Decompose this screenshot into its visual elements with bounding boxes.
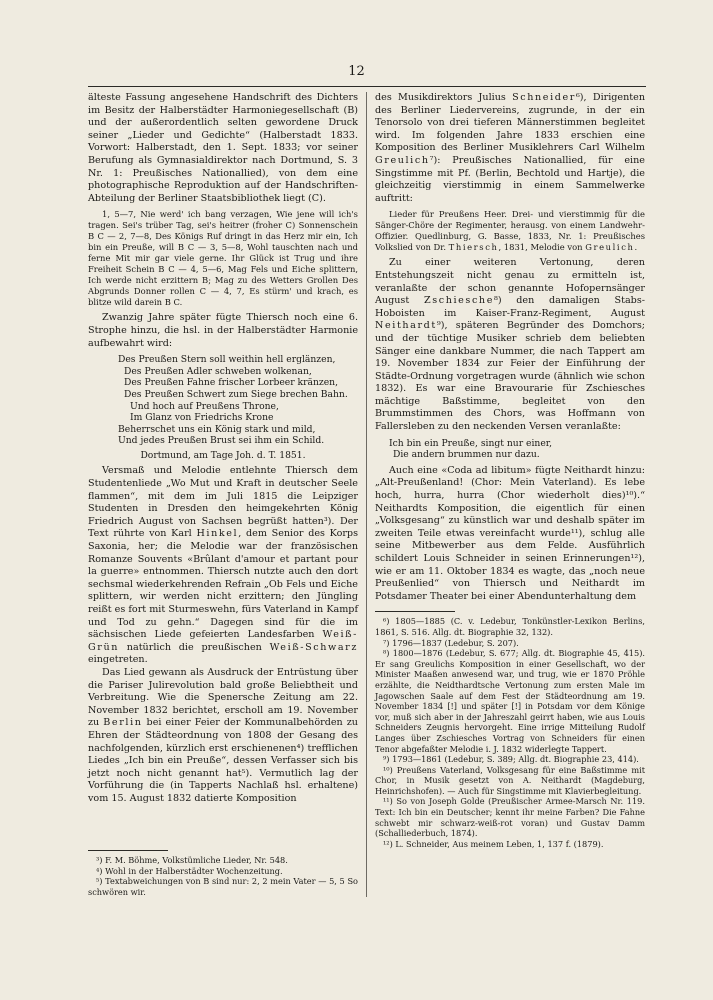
spaced-name: Neithardt xyxy=(375,320,437,332)
quoted-verse xyxy=(389,438,645,461)
spaced-name: Thiersch xyxy=(448,242,499,253)
verse-line: Des Preußen Adler schweben wolkenan, xyxy=(124,365,312,377)
paragraph: Versmaß und Melodie entlehnte Thiersch dem Studentenliede „Wo Mut und Kraft in deutscher Seele flammen“, mit dem im Juli 1815 die Leipziger Studenten in Dresden den heimgekehrten König Friedrich August von Sachsen begrüßt hatten³). Der Text rührte von Karl Hinkel, dem Senior des Korps Saxonia, her; die Melodie war der französischen Romanze Souvents «Brûlant d'amour et partant pour la guerre» entnommen. Thiersch nutzte auch den dort sechsmal wiederkehrenden Refrain „Ob Fels und Eiche splittern, wir werden nicht erzittern; den Jüngling reißt es fort mit Sturmeswehn, fürs Vaterland in Kampf und Tod zu gehn.“ Dagegen sind für die im sächsischen Liede gefeierten Landesfarben Weiß-Grün natürlich die preußischen Weiß-Schwarz eingetreten. xyxy=(88,465,358,666)
footnote: ⁶) 1805—1885 (C. v. Ledebur, Tonkünstler-Lexikon Berlins, 1861, S. 516. Allg. dt. Biographie 32, 132). xyxy=(375,616,645,637)
spaced-name: Hinkel xyxy=(196,528,239,540)
variant-readings: 1, 5—7, Nie werd' ich bang verzagen, Wie jene will ich's tragen. Sei's trüber Tag, sei's heitrer (froher C) Sonnenschein B C — 2, 7—8, Des Königs Ruf dringt in das Herz mir ein, Ich bin ein Preuße, will B C — 3, 5—8, Wohl tauschten nach und ferne Mit mir gar viele gerne. Ihr Glück ist Trug und ihre Freiheit Schein B C — 4, 5—6, Mag Fels und Eiche splittern, Ich werde nicht erzittern B; Mag zu des Wetters Grollen Des Abgrunds Donner rollen C — 4, 7, Es stürm' und krach, es blitze wild darein B C. xyxy=(88,209,358,308)
paragraph: Zwanzig Jahre später fügte Thiersch noch eine 6. Strophe hinzu, die hsl. in der Halberstädter Harmonie aufbewahrt wird: xyxy=(88,312,358,349)
verse-stanza xyxy=(118,354,358,461)
paragraph: Auch eine «Coda ad libitum» fügte Neithardt hinzu: „Alt-Preußenland! (Chor: Mein Vaterland). Es lebe hoch, hurra, hurra (Chor wiederholt dies)¹⁰).“ Neithardts Komposition, die eigentlich für einen „Volksgesang“ zu künstlich war und deshalb später im zweiten Teile etwas vereinfacht wurde¹¹), schlug alle seine Mitbewerber aus dem Felde. Ausführlich schildert Louis Schneider in seinen Erinnerungen¹²), wie er am 11. Oktober 1834 es wagte, das „noch neue Preußenlied“ von Thiersch und Neithardt im Potsdamer Theater bei einer Abendunterhaltung dem xyxy=(375,464,645,602)
right-column xyxy=(375,92,645,849)
spaced-name: Weiß-Grün xyxy=(88,629,358,653)
column-divider xyxy=(366,92,367,897)
spaced-name: Greulich xyxy=(375,154,430,166)
paragraph: Das Lied gewann als Ausdruck der Entrüstung über die Pariser Julirevolution bald große Beliebtheit und Verbreitung. Wie die Spenersche Zeitung am 22. November 1832 berichtet, erscholl am 19. November zu Berlin bei einer Feier der Kommunalbehörden zu Ehren der Städteordnung von 1808 der Gesang des nachfolgenden, kürzlich erst erschienenen⁴) trefflichen Liedes „Ich bin ein Preuße“, dessen Verfasser sich bis jetzt noch nicht genannt hat⁵). Vermutlich lag der Vorführung die (in Tapperts Nachlaß hsl. erhaltene) vom 15. August 1832 datierte Komposition xyxy=(88,666,358,804)
spaced-name: Weiß-Schwarz xyxy=(269,641,358,653)
footnote: ⁴) Wohl in der Halberstädter Wochenzeitung. xyxy=(96,865,283,876)
verse-line: Des Preußen Stern soll weithin hell erglänzen, xyxy=(118,354,336,366)
verse-signature: Dortmund, am Tage Joh. d. T. 1851. xyxy=(140,449,306,461)
spaced-name: Zschiesche xyxy=(423,295,494,307)
footnote: ¹²) L. Schneider, Aus meinem Leben, 1, 137 f. (1879). xyxy=(383,838,604,849)
footnote: ⁵) Textabweichungen von B sind nur: 2, 2 mein Vater — 5, 5 So schwören wir. xyxy=(88,876,358,897)
verse-line: Des Preußen Schwert zum Siege brechen Bahn. xyxy=(124,388,348,400)
footnote: ⁸) 1800—1876 (Ledebur, S. 677; Allg. dt. Biographie 45, 415). Er sang Greulichs Komposition in einer Gesellschaft, wo der Minister Maaßen anwesend war, und trug, wie er 1870 Pröhle erzählte, die Neidthardtsche Vertonung zum ersten Male im Jagowschen Saale auf dem Fest der Städteordnung am 19. November 1834 [!] und später [!] in Potsdam vor dem Könige vor, muß sich aber in der Jahreszahl geirrt haben, wie aus Louis Schneiders Zeugnis hervorgeht. Eine irrige Mitteilung Rudolf Langes über Zschiesches Vortrag von Schneiders für einen Tenor abgefaßter Melodie i. J. 1832 widerlegte Tappert. xyxy=(375,648,645,754)
footnote: ⁷) 1796—1837 (Ledebur, S. 207). xyxy=(383,637,519,648)
footnote-rule xyxy=(375,611,455,612)
verse-line: Des Preußen Fahne frischer Lorbeer kränzen, xyxy=(124,377,339,389)
spaced-name: Greulich xyxy=(585,242,635,253)
footnote: ³) F. M. Böhme, Volkstümliche Lieder, Nr. 548. xyxy=(96,855,288,865)
footnote: ¹⁰) Preußens Vaterland, Volksgesang für eine Baßstimme mit Chor, in Musik gesetzt von A. Neithardt (Magdeburg, Heinrichshofen). — Auch für Singstimme mit Klavierbegleitung. xyxy=(375,764,645,796)
paragraph: des Musikdirektors Julius Schneider⁶), Dirigenten des Berliner Liedervereins, zugrunde, in der ein Tenorsolo von drei tieferen Männerstimmen begleitet wird. Im folgenden Jahre 1833 erschien eine Komposition des Berliner Musiklehrers Carl Wilhelm Greulich⁷): Preußisches Nationallied, für eine Singstimme mit Pf. (Berlin, Bechtold und Hartje), die gleichzeitig vierstimmig in einem Sammelwerke auftritt: xyxy=(375,92,645,204)
footnote-rule xyxy=(88,850,168,851)
footnotes xyxy=(88,842,358,897)
spaced-name: Schneider xyxy=(512,92,576,103)
page-number: 12 xyxy=(348,64,365,79)
paragraph: Zu einer weiteren Vertonung, deren Entstehungszeit nicht genau zu ermitteln ist, veranlaßte der schon genannte Hofopernsänger August Zschiesche⁸) den damaligen Stabs-Hoboisten im Kaiser-Franz-Regiment, August Neithardt⁹), späteren Begründer des Domchors; und der tüchtige Musiker schrieb dem beliebten Sänger eine dankbare Nummer, die nach Tappert am 19. November 1834 zur Feier der Einführung der Städte-Ordnung vorgetragen wurde (ähnlich wie schon 1832). Es war eine Bravourarie für Zschiesches mächtige Baßstimme, begleitet von den Brummstimmen des Chors, was Hoffmann von Fallersleben zu den neckenden Versen veranlaßte: xyxy=(375,257,645,433)
citation: Lieder für Preußens Heer. Drei- und vierstimmig für die Sänger-Chöre der Regimenter, herausg. von einem Landwehr-Offizier. Quedlinburg, G. Basse, 1833, Nr. 1: Preußisches Volkslied von Dr. Thiersch, 1831, Melodie von Greulich. xyxy=(375,209,645,253)
left-column xyxy=(88,92,358,897)
footnote: ¹¹) So von Joseph Golde (Preußischer Armee-Marsch Nr. 119. Text: Ich bin ein Deutscher; kennt ihr meine Farben? Die Fahne schwebt mir schwarz-weiß-rot voran) und Gustav Damm (Schalliederbuch, 1874). xyxy=(375,796,645,839)
verse-line: Beherrschet uns ein König stark und mild, xyxy=(118,423,316,435)
verse-line: Und jedes Preußen Brust sei ihm ein Schild. xyxy=(118,435,325,447)
footnote: ⁹) 1793—1861 (Ledebur, S. 389; Allg. dt. Biographie 23, 414). xyxy=(383,754,639,765)
paragraph: älteste Fassung angesehene Handschrift des Dichters im Besitz der Halberstädter Harmoniegesellschaft (B) und der außerordentlich selten gewordene Druck seiner „Lieder und Gedichte“ (Halberstadt 1833. Vorwort: Halberstadt, den 1. Sept. 1833; vor seiner Berufung als Gymnasialdirektor nach Dortmund, S. 3 Nr. 1: Preußisches Nationallied), von dem eine photographische Reproduktion auf der Handschriften-Abteilung der Berliner Staatsbibliothek liegt (C). xyxy=(88,92,358,204)
verse-line: Im Glanz von Friedrichs Krone xyxy=(130,412,274,424)
spaced-name: Berlin xyxy=(103,717,143,729)
verse-line: Die andern brummen nur dazu. xyxy=(393,449,540,461)
verse-line: Und hoch auf Preußens Throne, xyxy=(130,400,279,412)
verse-line: Ich bin ein Preuße, singt nur einer, xyxy=(389,437,553,449)
header-rule xyxy=(88,86,646,87)
